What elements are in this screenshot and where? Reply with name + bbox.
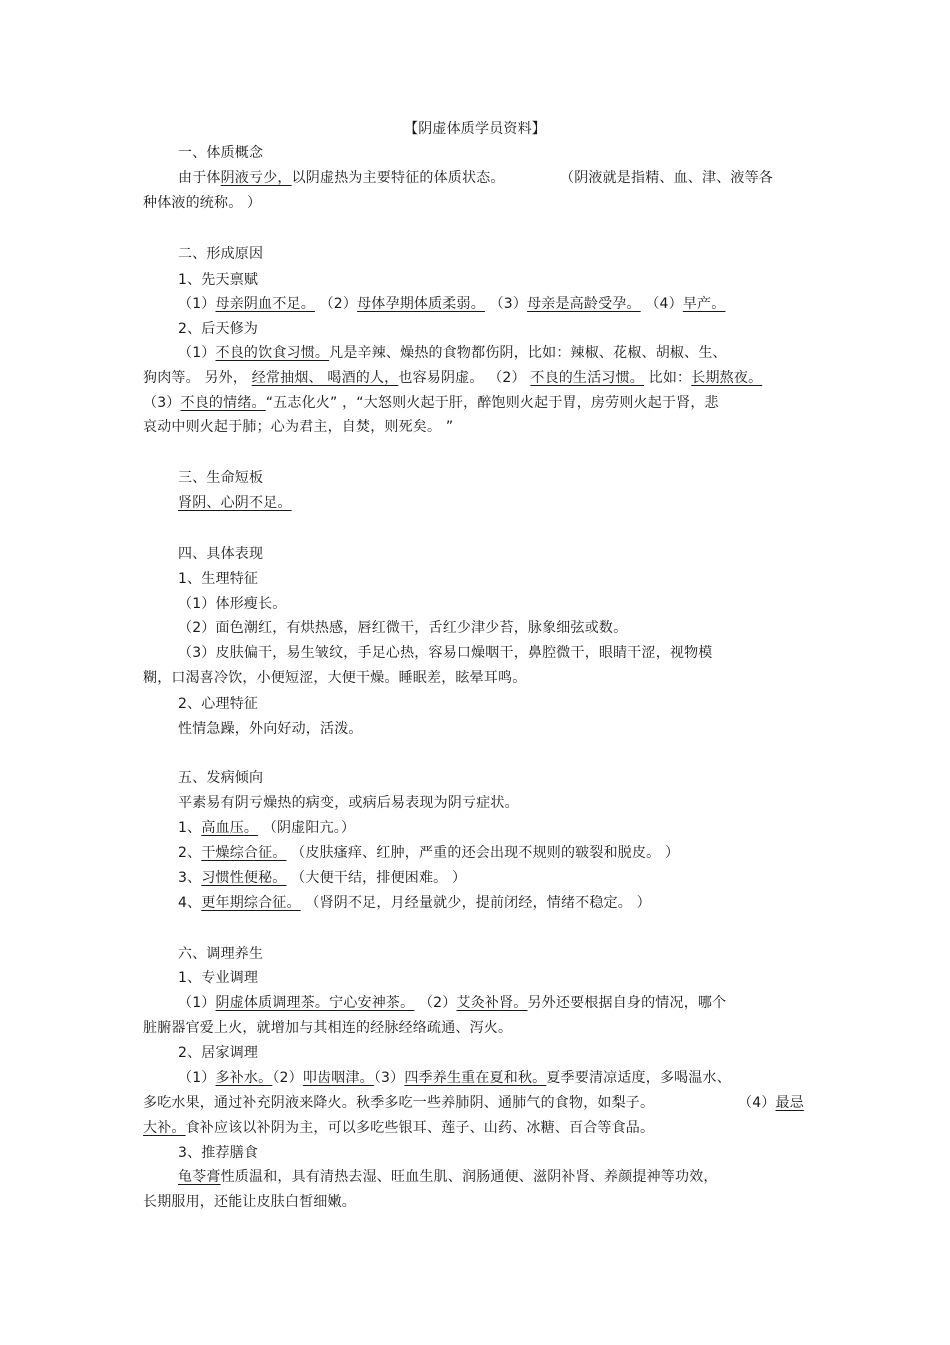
section-6-row-4 (143, 1093, 654, 1113)
text: （2） (418, 995, 457, 1011)
section-2-row-1 (178, 294, 725, 314)
text: （4） (738, 1095, 776, 1111)
section-5-heading: 五、发病倾向 (178, 770, 264, 786)
section-4-heading: 四、具体表现 (178, 546, 264, 562)
item-number: 1、 (178, 820, 202, 836)
text: 夏季要清凉适度，多喝温水、 (546, 1070, 731, 1086)
section-1-line-1 (178, 168, 505, 188)
underlined-text: 早产。 (682, 296, 726, 312)
text: （1） (178, 296, 216, 312)
underlined-text: 长期熬夜。 (691, 370, 763, 386)
section-6-row-1 (178, 993, 726, 1013)
section-6-row-4-end (738, 1093, 804, 1113)
section-2-heading: 二、形成原因 (178, 246, 264, 262)
disease-item (178, 843, 679, 863)
underlined-text: 叩齿咽津。 (302, 1070, 374, 1086)
section-4-para-2: （2）面色潮红，有烘热感，唇红微干，舌红少津少苔，脉象细弦或数。 (178, 620, 628, 636)
disease-item (178, 893, 651, 913)
section-4-para-4: 糊，口渴喜冷饮，小便短涩，大便干燥。睡眠差，眩晕耳鸣。 (143, 670, 527, 686)
section-6-row-5 (143, 1118, 654, 1138)
underlined-text: 不良的饮食习惯。 (215, 345, 330, 361)
text: （3） (489, 296, 528, 312)
item-note: （肾阴不足，月经量就少，提前闭经，情绪不稳定。 ） (305, 895, 651, 911)
text: 食补应该以补阴为主，可以多吃些银耳、莲子、山药、冰糖、百合等食品。 (185, 1120, 655, 1136)
text: 凡是辛辣、燥热的食物都伤阴，比如：辣椒、花椒、胡椒、生、 (329, 345, 727, 361)
section-3-heading: 三、生命短板 (178, 470, 264, 486)
section-6-sub-2: 2、居家调理 (178, 1045, 259, 1061)
underlined-text: 母亲是高龄受孕。 (527, 296, 641, 312)
text: （3） (143, 395, 181, 411)
section-6-sub-3: 3、推荐膳食 (178, 1145, 259, 1161)
item-note: （大便干结，排便困难。 ） (291, 870, 467, 886)
underlined-text: 经常抽烟、 喝酒的人， (251, 370, 399, 386)
section-2-row-2 (178, 343, 727, 363)
underlined-text: 母亲阴血不足。 (215, 296, 315, 312)
underlined-text: 艾灸补肾。 (456, 995, 528, 1011)
section-4-sub-1: 1、生理特征 (178, 571, 259, 587)
underlined-text: 最忌 (775, 1095, 804, 1111)
disease-item (178, 868, 466, 888)
disease-item (178, 818, 355, 838)
text: 由于体 (178, 170, 221, 186)
section-1-heading: 一、体质概念 (178, 145, 264, 161)
item-name: 习惯性便秘。 (201, 870, 287, 886)
item-number: 3、 (178, 870, 202, 886)
underlined-text: 阴虚体质调理茶。宁心安神茶。 (215, 995, 415, 1011)
section-2-row-3 (143, 368, 762, 388)
section-6-row-6 (178, 1167, 718, 1187)
text: 狗肉等。 另外， (143, 370, 248, 386)
text: 也容易阴虚。 （2） (398, 370, 526, 386)
section-6-row-7: 长期服用，还能让皮肤白皙细嫩。 (143, 1194, 356, 1210)
section-2-sub-2: 2、后天修为 (178, 321, 259, 337)
section-6-heading: 六、调理养生 (178, 946, 264, 962)
section-2-sub-1: 1、先天禀赋 (178, 272, 259, 288)
section-6-row-2: 脏腑器官爱上火，就增加与其相连的经脉经络疏通、泻火。 (143, 1020, 513, 1036)
text: （2） (272, 1070, 303, 1086)
text: “五志化火” ，“大怒则火起于肝，醉饱则火起于胃，房劳则火起于肾，悲 (265, 395, 719, 411)
text: （1） (178, 1070, 216, 1086)
underlined-text: 阴液亏少， (220, 170, 292, 186)
underlined-text: 龟苓膏 (178, 1169, 221, 1185)
item-name: 高血压。 (201, 820, 259, 836)
item-number: 2、 (178, 845, 202, 861)
underlined-text: 四季养生重在夏和秋。 (404, 1070, 547, 1086)
item-note: （皮肤瘙痒、红肿，严重的还会出现不规则的皲裂和脱皮。 ） (291, 845, 680, 861)
item-number: 4、 (178, 895, 202, 911)
section-1-line-1-note: （阴液就是指精、血、津、液等各 (560, 170, 773, 186)
section-5-intro: 平素易有阴亏燥热的病变，或病后易表现为阴亏症状。 (178, 795, 519, 811)
text: 多吃水果，通过补充阴液来降火。秋季多吃一些养肺阴、通肺气的食物，如梨子。 (143, 1095, 655, 1111)
section-4-para-1: （1）体形瘦长。 (178, 596, 287, 612)
section-4-sub-2: 2、心理特征 (178, 696, 259, 712)
item-note: （阴虚阳亢。） (262, 820, 356, 836)
underlined-text: 不良的生活习惯。 (530, 370, 644, 386)
text: （4） (645, 296, 683, 312)
section-6-row-3 (178, 1068, 731, 1088)
section-2-row-5: 哀动中则火起于肺；心为君主，自焚，则死矣。 ” (143, 419, 454, 435)
section-1-line-2: 种体液的统称。 ） (143, 195, 262, 211)
section-4-para-5: 性情急躁，外向好动，活泼。 (178, 721, 363, 737)
text: （1） (178, 345, 216, 361)
section-6-sub-1: 1、专业调理 (178, 970, 259, 986)
text: 比如： (648, 370, 692, 386)
text: （3） (373, 1070, 405, 1086)
section-2-row-4 (143, 393, 719, 413)
underlined-text: 多补水。 (215, 1070, 273, 1086)
item-name: 干燥综合征。 (201, 845, 287, 861)
underlined-text: 母体孕期体质柔弱。 (357, 296, 485, 312)
text: 另外还要根据自身的情况，哪个 (527, 995, 727, 1011)
text: （2） (319, 296, 358, 312)
page-title: 【阴虚体质学员资料】 (404, 121, 546, 137)
item-name: 更年期综合征。 (201, 895, 301, 911)
section-3-body: 肾阴、心阴不足。 (178, 495, 292, 511)
text: （1） (178, 995, 216, 1011)
underlined-text: 大补。 (143, 1120, 186, 1136)
underlined-text: 不良的情绪。 (180, 395, 266, 411)
text: 以阴虚热为主要特征的体质状态。 (291, 170, 505, 186)
text: 性质温和，具有清热去湿、旺血生肌、润肠通便、滋阴补肾、养颜提神等功效， (220, 1169, 718, 1185)
section-4-para-3: （3）皮肤偏干，易生皱纹，手足心热，容易口燥咽干，鼻腔微干，眼睛干涩，视物模 (178, 645, 713, 661)
